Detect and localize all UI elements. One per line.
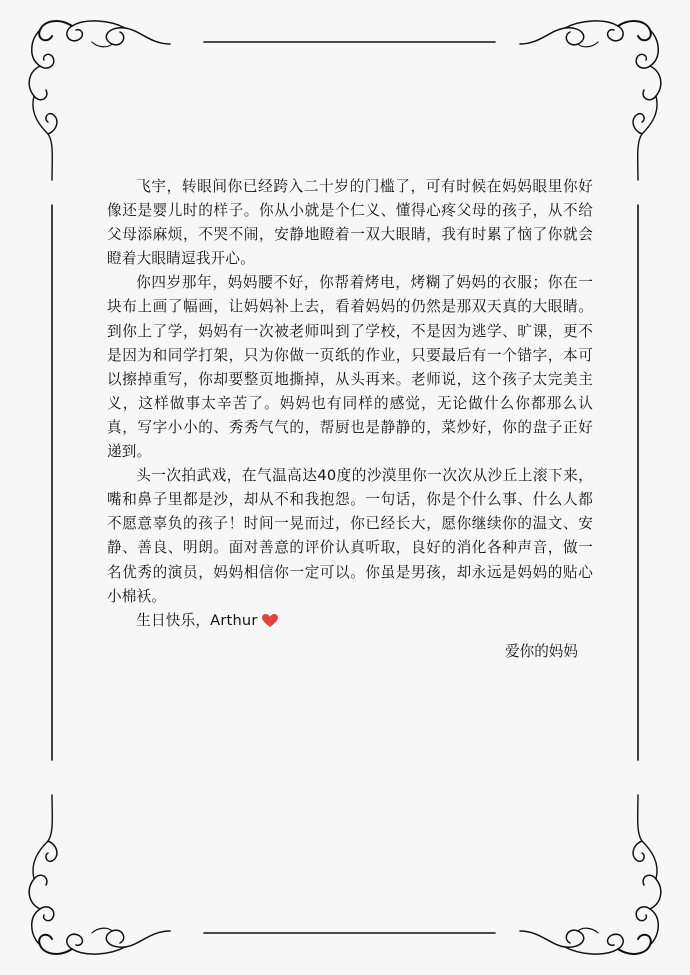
corner-flourish-top-left <box>29 21 170 180</box>
letter-paragraph-1: 飞宇，转眼间你已经跨入二十岁的门槛了，可有时候在妈妈眼里你好像还是婴儿时的样子。你从小就是个仁义、懂得心疼父母的孩子，从不给父母添麻烦，不哭不闹，安静地瞪着一双大眼睛，我有时累了恼了你就会瞪着大眼睛逗我开心。 <box>107 178 593 268</box>
heart-icon <box>262 614 274 626</box>
letter-body <box>107 175 593 633</box>
corner-flourish-bottom-right <box>520 795 661 954</box>
letter-paragraph-2: 你四岁那年，妈妈腰不好，你帮着烤电，烤糊了妈妈的衣服；你在一块布上画了幅画，让妈妈补上去，看着妈妈的仍然是那双天真的大眼睛。到你上了学，妈妈有一次被老师叫到了学校，不是因为逃学、旷课，更不是因为和同学打架，只为你做一页纸的作业，只要最后有一个错字，本可以擦掉重写，你却要整页地撕掉，从头再来。老师说，这个孩子太完美主义，这样做事太辛苦了。妈妈也有同样的感觉，无论做什么你都那么认真，写字小小的、秀秀气气的，帮厨也是静静的，菜炒好，你的盘子正好递到。 <box>107 274 593 461</box>
letter-closing-line <box>107 609 593 633</box>
letter-paragraph-3: 头一次拍武戏，在气温高达40度的沙漠里你一次次从沙丘上滚下来，嘴和鼻子里都是沙，却从不和我抱怨。一句话，你是个什么事、什么人都不愿意辜负的孩子！时间一晃而过，你已经长大，愿你继续你的温文、安静、善良、明朗。面对善意的评价认真听取，良好的消化各种声音，做一名优秀的演员，妈妈相信你一定可以。你虽是男孩，却永远是妈妈的贴心小棉袄。 <box>107 467 593 605</box>
signature: 爱你的妈妈 <box>505 643 578 660</box>
birthday-greeting: 生日快乐，Arthur <box>136 611 258 629</box>
corner-flourish-bottom-left <box>29 795 170 954</box>
corner-flourish-top-right <box>520 21 661 180</box>
